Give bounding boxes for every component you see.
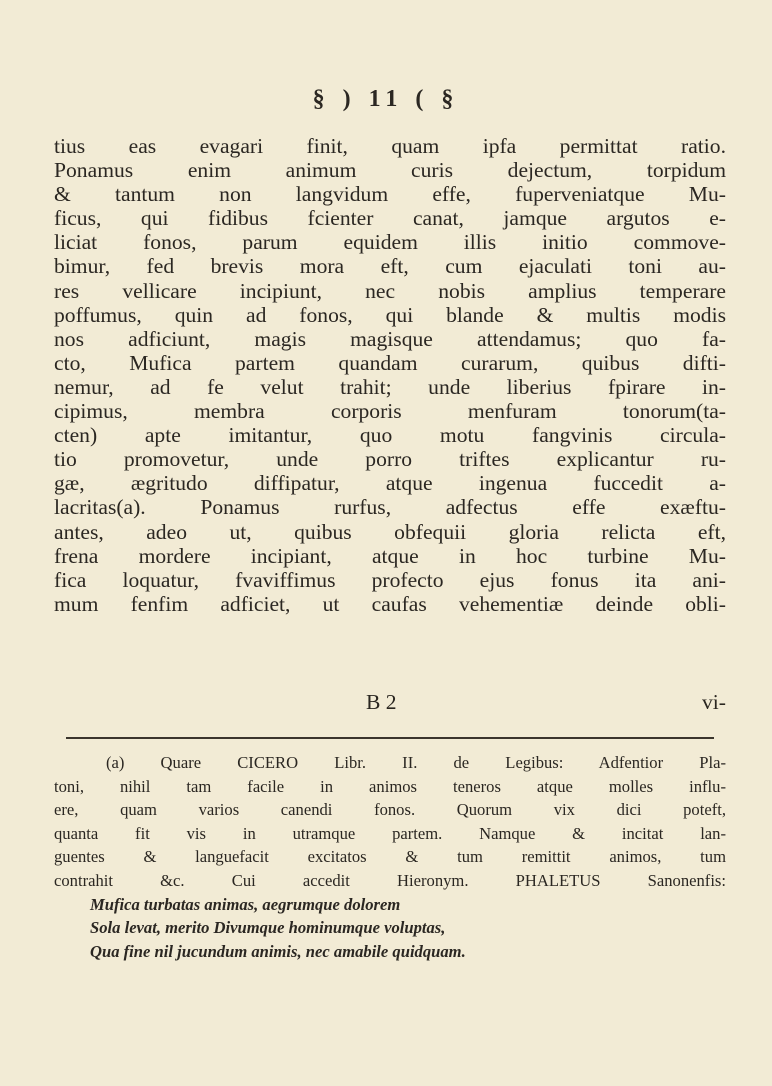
body-line: tio promovetur, unde porro triftes explicantur ru-	[54, 447, 726, 472]
verse-line: Sola levat, merito Divumque hominumque voluptas,	[90, 918, 446, 938]
body-line: frena mordere incipiant, atque in hoc turbine Mu-	[54, 543, 726, 568]
signature-mark: B 2	[366, 690, 397, 714]
footnote-rule	[66, 737, 714, 739]
body-line: nemur, ad fe velut trahit; unde liberius fpirare in-	[54, 374, 726, 399]
signature-row	[54, 690, 726, 716]
footnote-line: ere, quam varios canendi fonos. Quorum vix dici poteft,	[54, 800, 726, 820]
footnote-line: contrahit &c. Cui accedit Hieronym. PHALETUS Sanonenfis:	[54, 870, 726, 890]
footnote-line: (a) Quare CICERO Libr. II. de Legibus: Adfentior Pla-	[106, 753, 726, 772]
body-line: nos adficiunt, magis magisque attendamus; quo fa-	[54, 326, 726, 351]
body-line: gæ, ægritudo diffipatur, atque ingenua fuccedit a-	[54, 471, 726, 496]
body-line: fica loquatur, fvaviffimus profecto ejus fonus ita ani-	[54, 567, 726, 592]
verse-line: Qua fine nil jucundum animis, nec amabile quidquam.	[90, 941, 466, 961]
body-line: mum fenfim adficiet, ut caufas vehementiæ deinde obli-	[54, 591, 726, 616]
body-line: antes, adeo ut, quibus obfequii gloria relicta eft,	[54, 519, 726, 544]
verse-line: Mufica turbatas animas, aegrumque dolorem	[90, 894, 401, 914]
body-line: bimur, fed brevis mora eft, cum ejaculati toni au-	[54, 254, 726, 279]
footnote	[54, 751, 726, 963]
body-line: ficus, qui fidibus fcienter canat, jamque argutos e-	[54, 206, 726, 231]
footnote-line: quanta fit vis in utramque partem. Namque & incitat lan-	[54, 823, 726, 843]
body-line: & tantum non langvidum effe, fuperveniatque Mu-	[54, 182, 726, 207]
body-line: cipimus, membra corporis menfuram tonorum(ta-	[54, 399, 726, 424]
footnote-line: guentes & languefacit excitatos & tum remittit animos, tum	[54, 847, 726, 867]
body-line: tius eas evagari finit, quam ipfa permittat ratio.	[54, 134, 726, 158]
body-line: cten) apte imitantur, quo motu fangvinis circula-	[54, 423, 726, 448]
body-line: poffumus, quin ad fonos, qui blande & multis modis	[54, 302, 726, 327]
body-text	[54, 134, 726, 616]
body-line: res vellicare incipiunt, nec nobis amplius temperare	[54, 278, 726, 303]
body-line: Ponamus enim animum curis dejectum, torpidum	[54, 158, 726, 183]
body-line: cto, Mufica partem quandam curarum, quibus difti-	[54, 350, 726, 375]
running-head: § ) 11 ( §	[312, 86, 460, 112]
body-line: lacritas(a). Ponamus rurfus, adfectus effe exæftu-	[54, 495, 726, 520]
footnote-line: toni, nihil tam facile in animos teneros atque molles influ-	[54, 776, 726, 796]
catchword: vi-	[702, 690, 726, 714]
body-line: liciat fonos, parum equidem illis initio commove-	[54, 230, 726, 255]
